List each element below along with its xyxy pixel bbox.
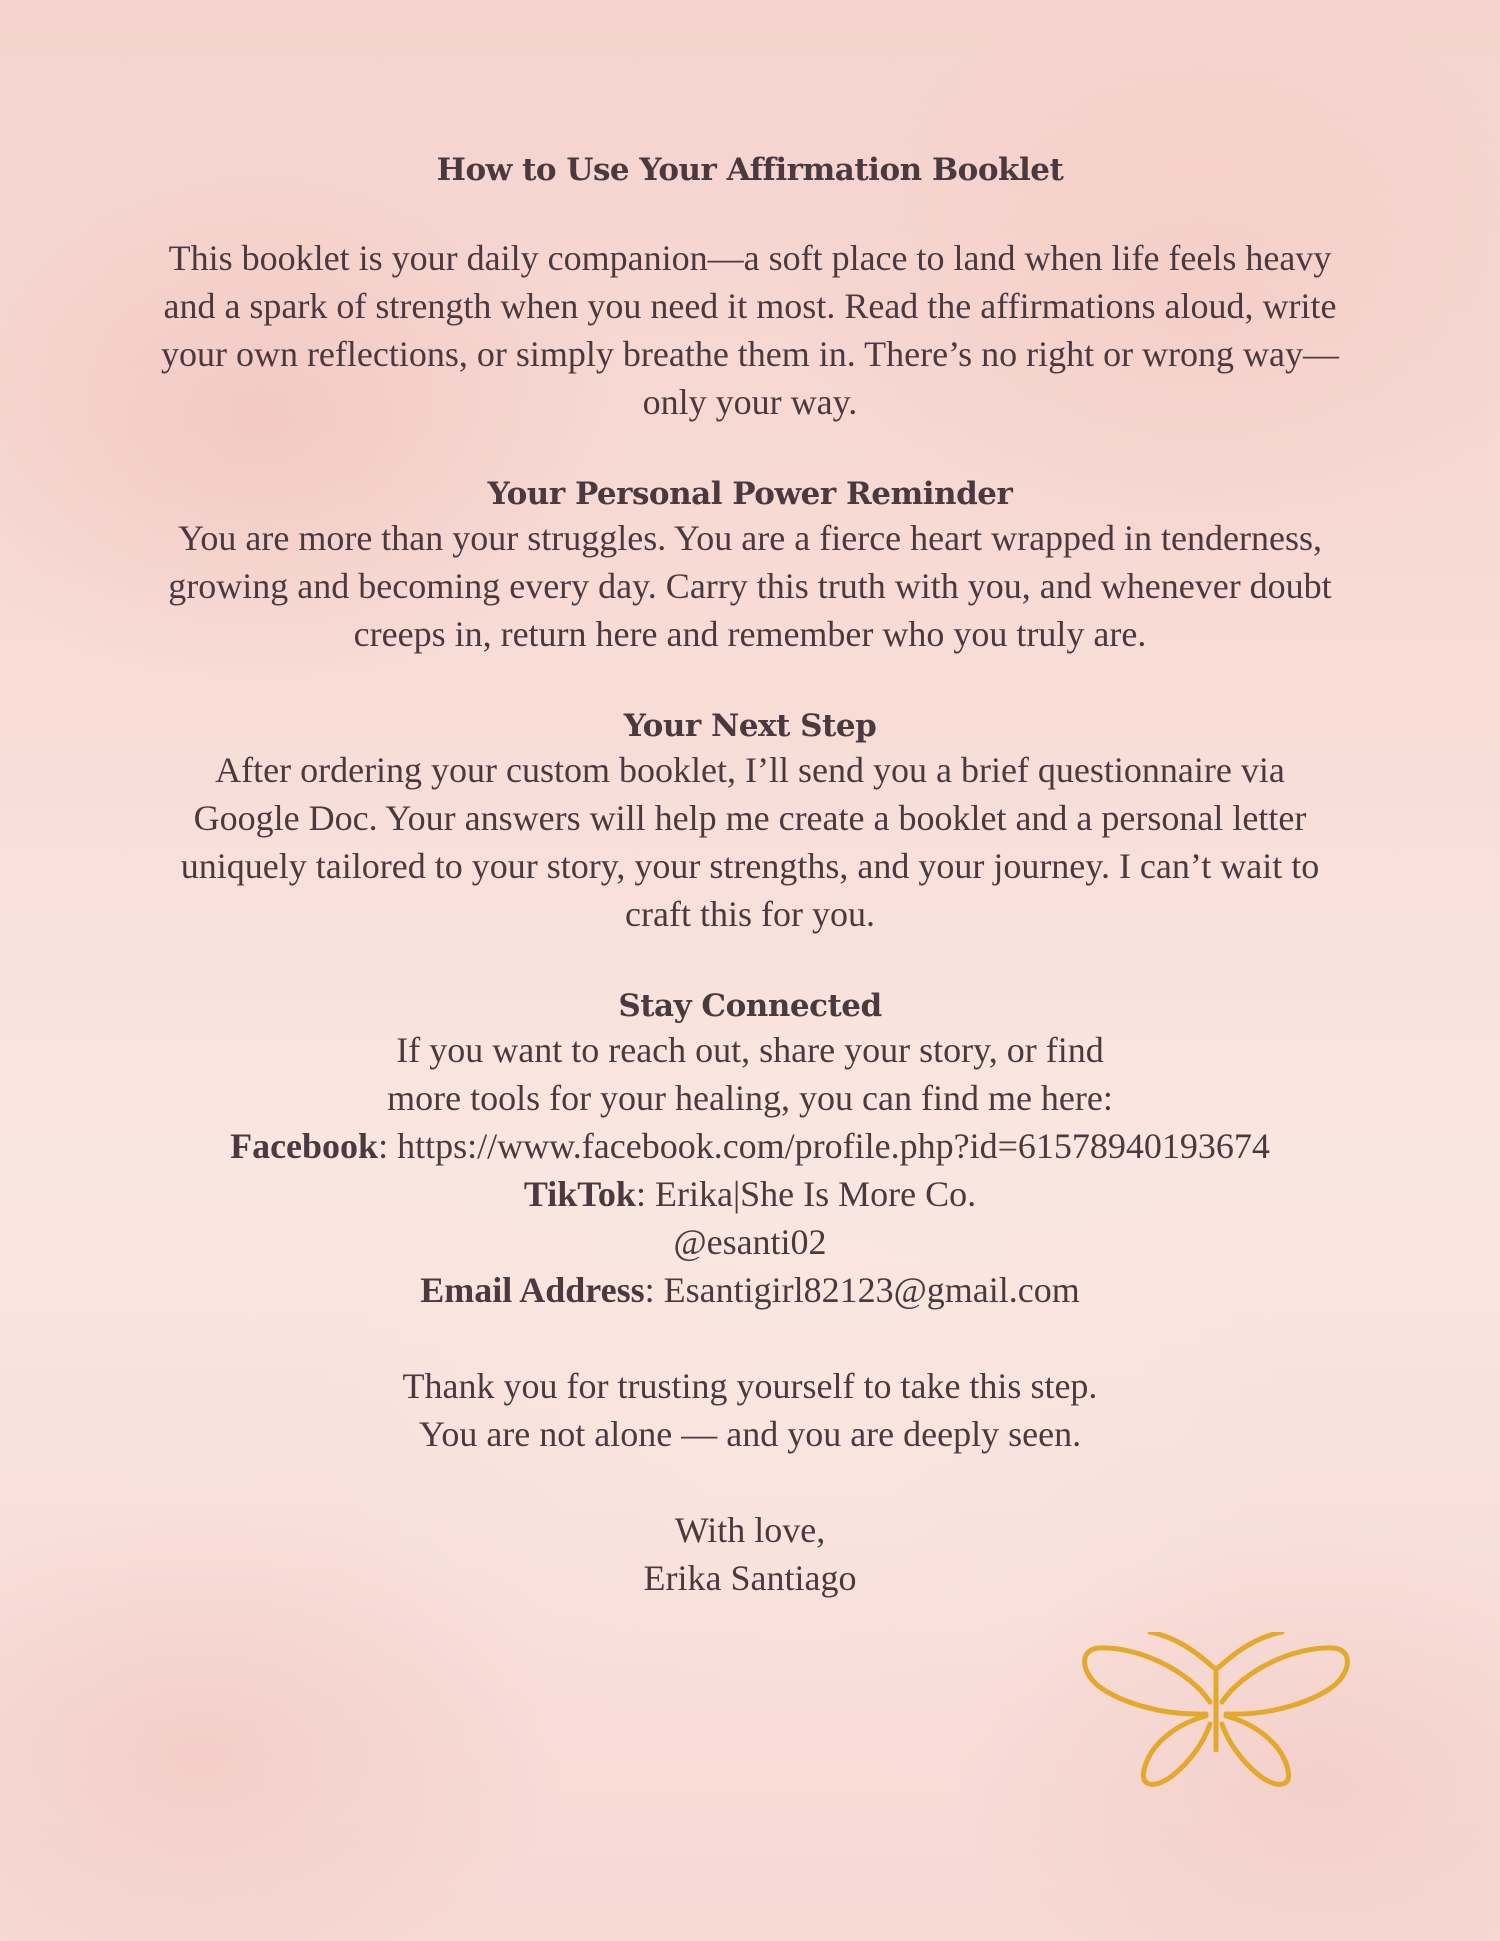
intro-text: This booklet is your daily companion—a soft place to land when life feels heavy and a spark of strength when you need it most. Read the affirmations aloud, write your own reflections, or simply breathe them in. There’s no right or wrong way—only your way. (160, 238, 1340, 422)
email-label: Email Address (420, 1270, 645, 1310)
signoff: With love, (674, 1510, 826, 1550)
facebook-line: Facebook: https://www.facebook.com/profile.php?id=61578940193674 (230, 1126, 1270, 1166)
butterfly-icon (1080, 1632, 1352, 1792)
closing-line-2: You are not alone — and you are deeply seen. (418, 1414, 1082, 1454)
power-reminder-text: You are more than your struggles. You are a fierce heart wrapped in tenderness, growing and becoming every day. Carry this truth with you, and whenever doubt creeps in, return here and remember who you truly are. (168, 518, 1332, 654)
facebook-label: Facebook (230, 1126, 379, 1166)
author-name: Erika Santiago (643, 1558, 857, 1598)
next-step-title: Your Next Step (623, 708, 877, 744)
tiktok-handle[interactable]: @esanti02 (673, 1222, 827, 1262)
next-step-text: After ordering your custom booklet, I’ll send you a brief questionnaire via Google Doc. Your answers will help me create a booklet and a personal letter uniquely tailored to your story, your strengths, and your journey. I can’t wait to craft this for you. (180, 750, 1320, 934)
stay-connected-text: If you want to reach out, share your story, or find more tools for your healing, you can find me here: (387, 1030, 1113, 1118)
stay-connected-title: Stay Connected (618, 988, 882, 1024)
closing-line-1: Thank you for trusting yourself to take this step. (402, 1366, 1098, 1406)
tiktok-value[interactable]: Erika|She Is More Co. (654, 1174, 977, 1214)
tiktok-line: TikTok: Erika|She Is More Co. (523, 1174, 977, 1214)
email-line: Email Address: Esantigirl82123@gmail.com (420, 1270, 1080, 1310)
content (150, 150, 1350, 1602)
intro-title: How to Use Your Affirmation Booklet (436, 152, 1064, 188)
power-reminder-title: Your Personal Power Reminder (487, 476, 1013, 512)
email-link[interactable]: Esantigirl82123@gmail.com (663, 1270, 1080, 1310)
tiktok-label: TikTok (523, 1174, 636, 1214)
facebook-link[interactable]: https://www.facebook.com/profile.php?id=61578940193674 (397, 1126, 1270, 1166)
